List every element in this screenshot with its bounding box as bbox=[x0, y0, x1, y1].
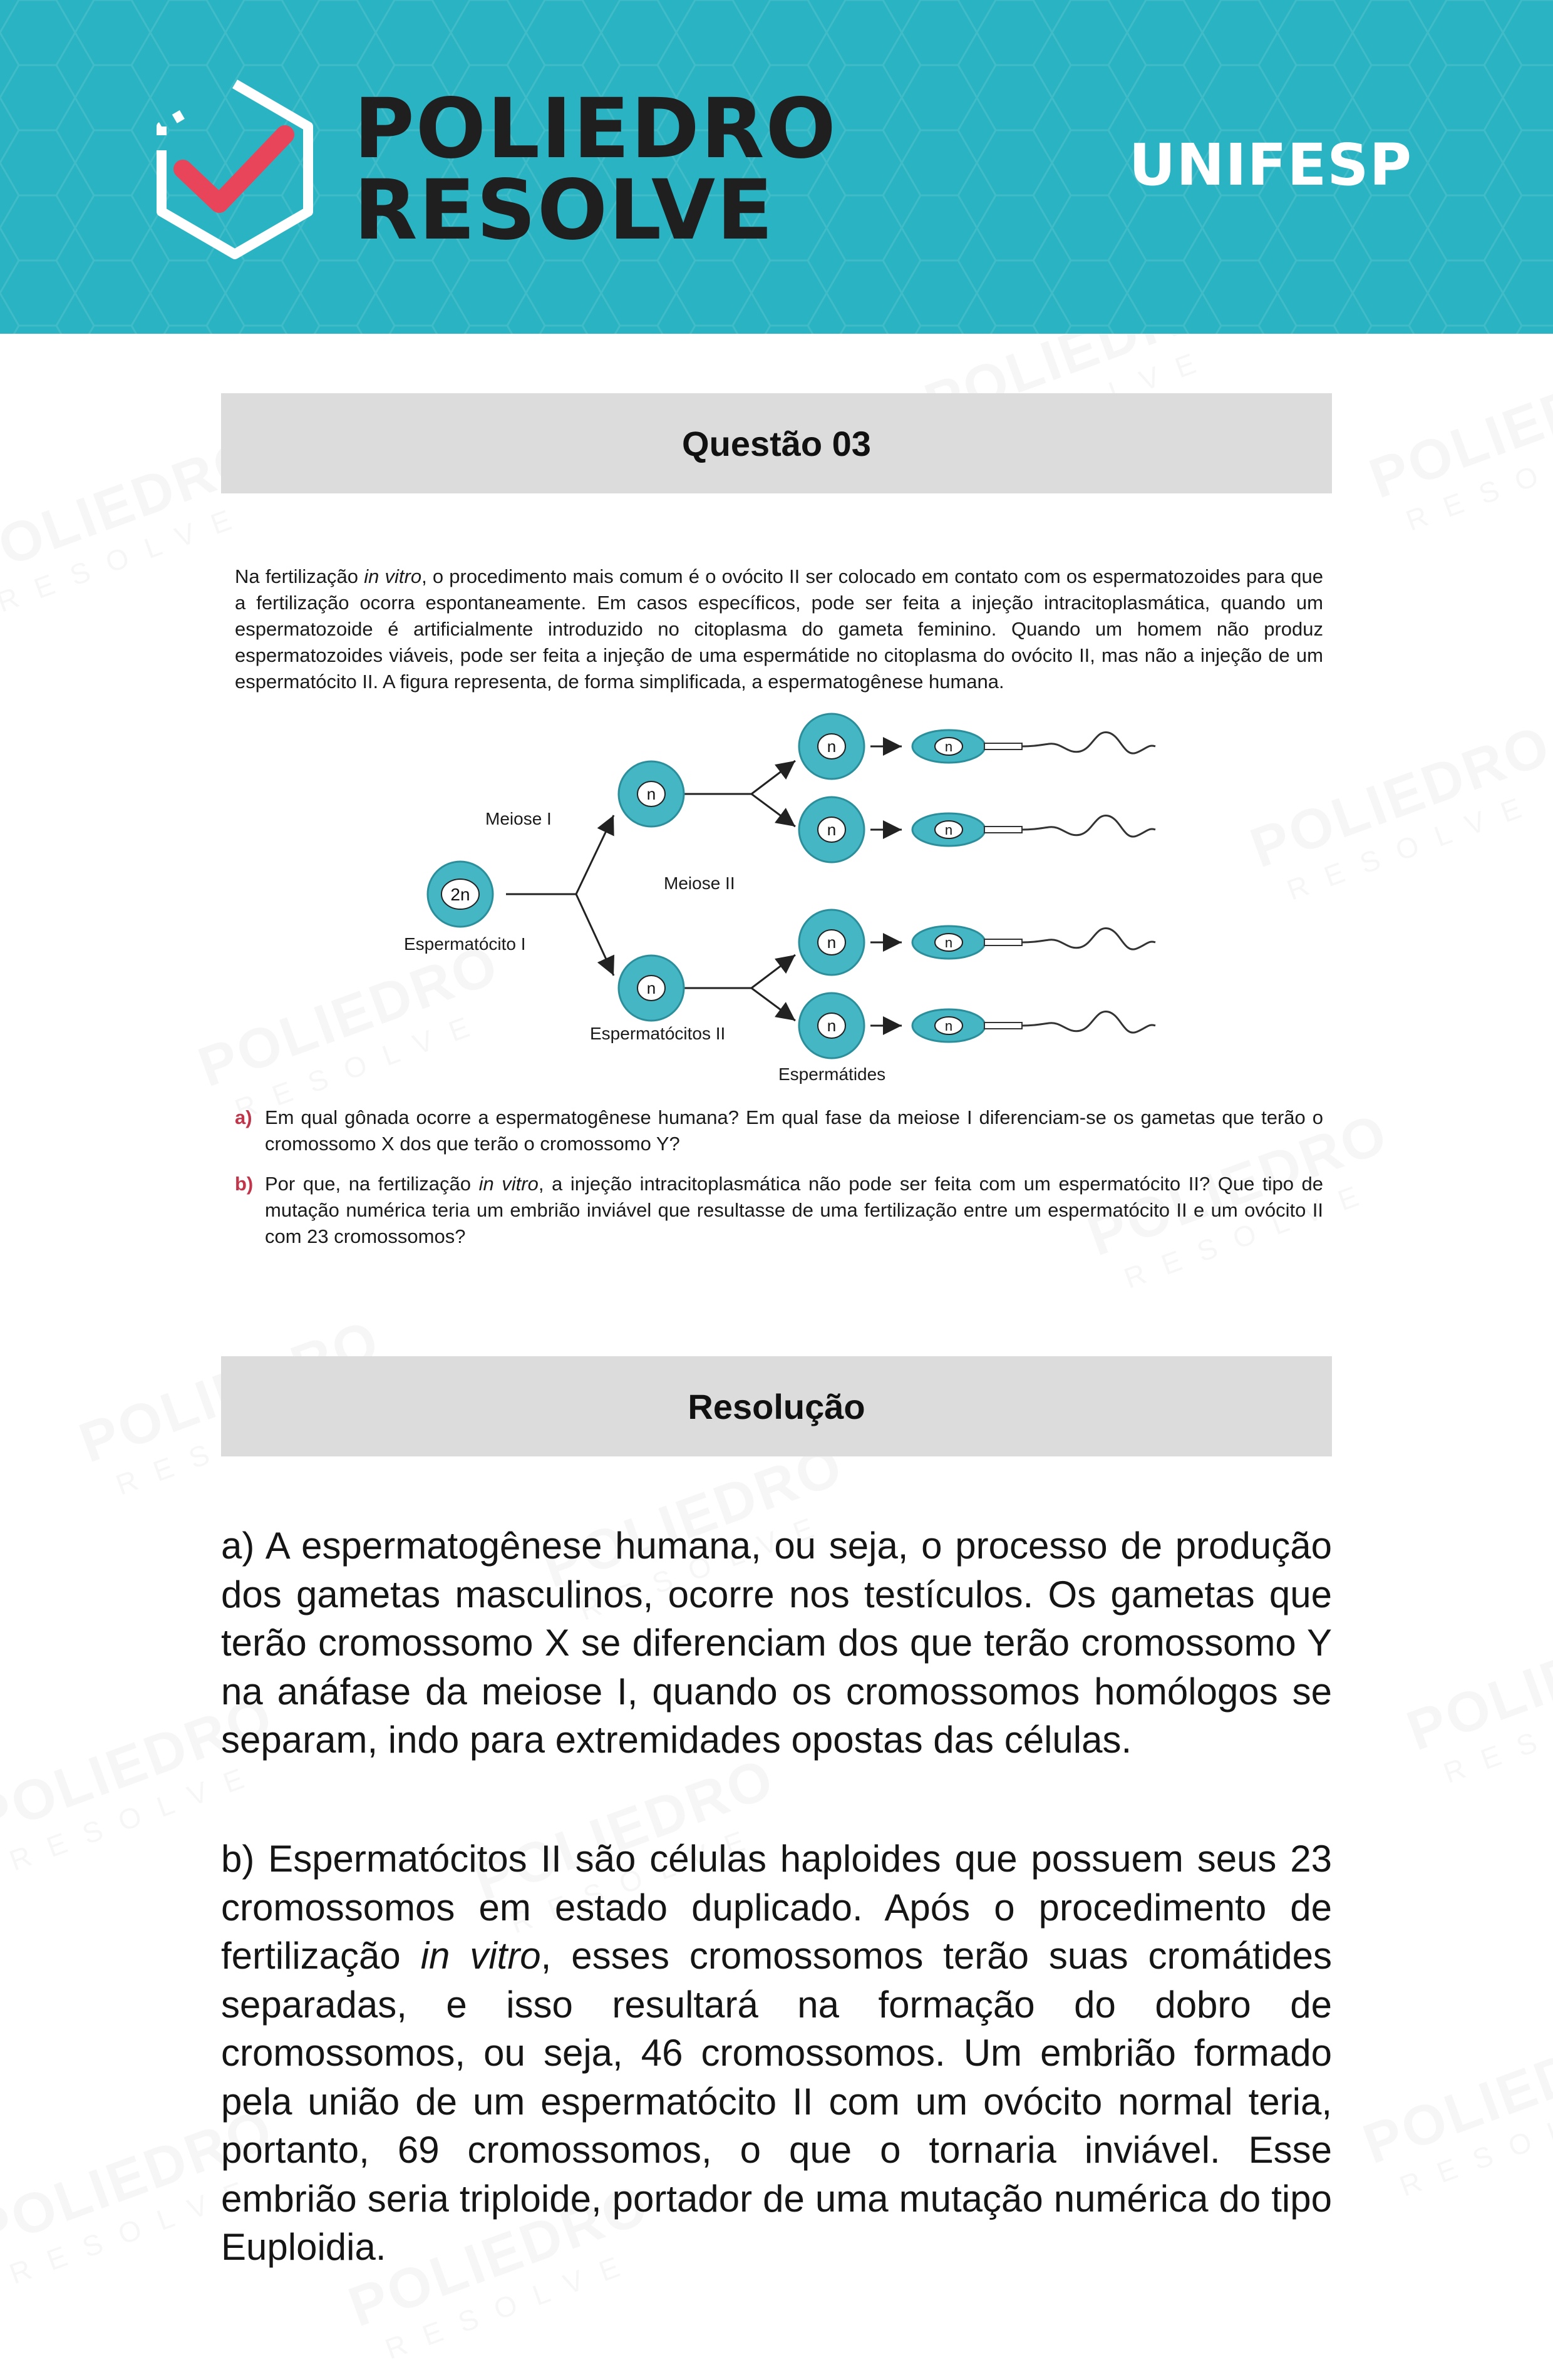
question-title: Questão 03 bbox=[682, 423, 871, 463]
question-item-a bbox=[235, 1105, 1323, 1157]
ploidy-label: n bbox=[646, 979, 656, 997]
ploidy-label: n bbox=[827, 820, 837, 839]
item-text: Por que, na fertilização in vitro, a injeção intracitoplasmática não pode ser feita com um espermatócito II? Que tipo de mutação numérica teria um embrião inviável que resultasse de uma fertilização entre um espermatócito II e um ovócito II com 23 cromossomos? bbox=[265, 1173, 1323, 1247]
label-espermatides: Espermátides bbox=[778, 1064, 886, 1084]
brand-logo-text: POLIEDRO RESOLVE bbox=[354, 81, 837, 259]
ploidy-label: n bbox=[944, 1018, 953, 1034]
check-badge-icon bbox=[144, 75, 326, 263]
label-espermatocito-I: Espermatócito I bbox=[404, 934, 526, 954]
exam-name: UNIFESP bbox=[1128, 131, 1412, 198]
watermark bbox=[1401, 1602, 1553, 1804]
resolution-title: Resolução bbox=[688, 1386, 865, 1426]
watermark bbox=[1245, 719, 1553, 921]
label-meiose-II: Meiose II bbox=[664, 873, 735, 893]
resolution-answer-b: b) Espermatócitos II são células haploides que possuem seus 23 cromossomos em estado duplicado. Após o procedimento de fertilização in vitro, esses cromossomos terão suas cromátides separadas, e isso resultará na formação do dobro de cromossomos, ou seja, 46 cromossomos. Um embrião formado pela união de um espermatócito II com um ovócito normal teria, portanto, 69 cromossomos, o que o tornaria inviável. Esse embrião seria triploide, portador de uma mutação numérica do tipo Euploidia. bbox=[221, 1838, 1332, 2268]
item-text: Em qual gônada ocorre a espermatogênese humana? Em qual fase da meiose I diferenciam-se os gametas que terão o cromossomo X dos que terão o cromossomo Y? bbox=[265, 1106, 1323, 1155]
ploidy-label: n bbox=[827, 1016, 837, 1035]
ploidy-label: n bbox=[646, 785, 656, 803]
resolution-answer-a: a) A espermatogênese humana, ou seja, o processo de produção dos gametas masculinos, ocorre nos testículos. Os gametas que terão cromossomo X se diferenciam dos que terão cromossomo Y na anáfase da meiose I, quando os cromossomos homólogos se separam, indo para extremidades opostas das células. bbox=[221, 1525, 1332, 1761]
watermark bbox=[1364, 350, 1553, 552]
watermark bbox=[1358, 2016, 1553, 2217]
question-item-b bbox=[235, 1171, 1323, 1250]
item-letter: a) bbox=[235, 1106, 252, 1128]
item-letter: b) bbox=[235, 1173, 254, 1195]
ploidy-label: n bbox=[827, 933, 837, 952]
diagram-graphic bbox=[388, 708, 1165, 1096]
spermatogenesis-diagram bbox=[388, 708, 1165, 1096]
resolution-title-bar bbox=[221, 1356, 1332, 1456]
ploidy-label: n bbox=[827, 737, 837, 756]
ploidy-label: n bbox=[944, 822, 953, 838]
question-statement: Na fertilização in vitro, o procedimento mais comum é o ovócito II ser colocado em contato com os espermatozoides para que a fertilização ocorra espontaneamente. Em casos específicos, pode ser feita a injeção intracitoplasmática, quando um espermatozoide é artificialmente introduzido no citoplasma do gameta feminino. Quando um homem não produz espermatozoides viáveis, pode ser feita a injeção de uma espermátide no citoplasma do ovócito II, mas não a injeção de um espermatócito II. A figura representa, de forma simplificada, a espermatogênese humana. bbox=[235, 565, 1324, 693]
ploidy-label: n bbox=[944, 935, 953, 950]
label-espermatocitos-II: Espermatócitos II bbox=[590, 1024, 726, 1043]
header-banner bbox=[0, 0, 1553, 334]
ploidy-label: 2n bbox=[450, 885, 470, 904]
question-title-bar bbox=[221, 393, 1332, 493]
label-meiose-I: Meiose I bbox=[485, 809, 552, 828]
ploidy-label: n bbox=[944, 739, 953, 755]
